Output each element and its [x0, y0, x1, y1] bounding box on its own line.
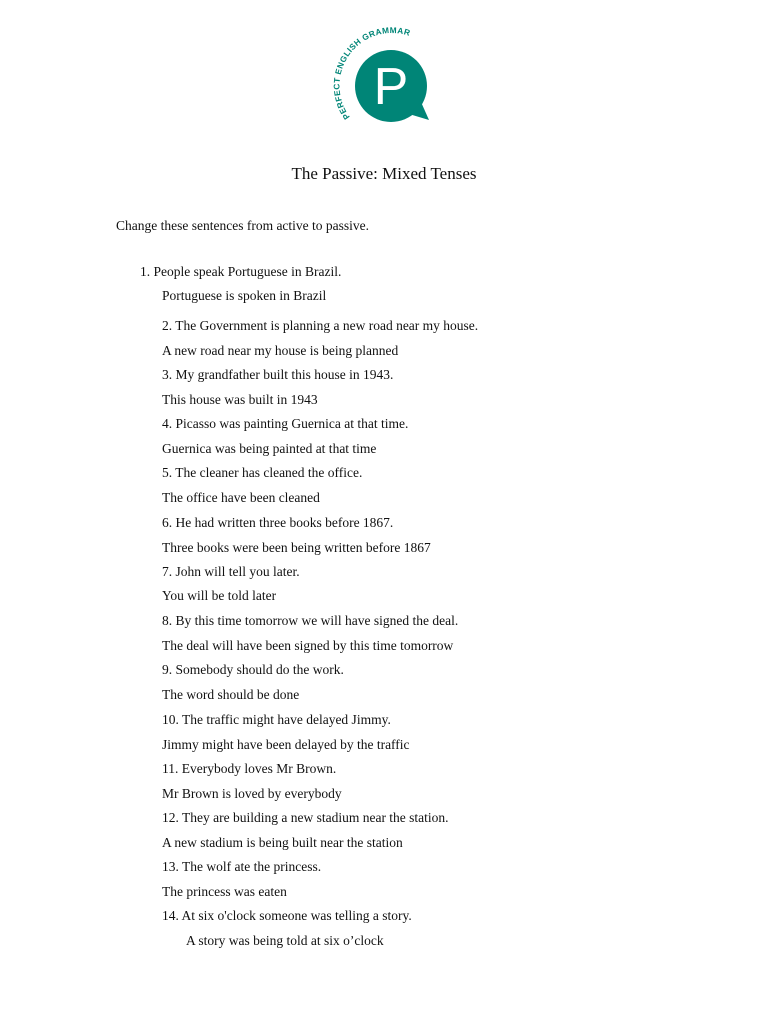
exercise-answer: The princess was eaten [162, 884, 287, 899]
exercise-question: 14. At six o'clock someone was telling a story. [162, 908, 412, 923]
exercise-answer: The word should be done [162, 687, 300, 702]
exercise-question: 9. Somebody should do the work. [162, 662, 344, 677]
exercise-question: 11. Everybody loves Mr Brown. [162, 761, 337, 776]
exercise-answer: A new road near my house is being planned [162, 343, 399, 358]
exercise-answer: A story was being told at six o’clock [186, 933, 384, 948]
exercise-question: 13. The wolf ate the princess. [162, 859, 322, 874]
exercise-answer: The office have been cleaned [162, 490, 320, 505]
logo-graphic [326, 26, 438, 130]
exercise-answer: Mr Brown is loved by everybody [162, 786, 342, 801]
exercise-question: 12. They are building a new stadium near the station. [162, 810, 449, 825]
exercise-answer: You will be told later [162, 588, 277, 603]
exercise-question: 2. The Government is planning a new road near my house. [162, 318, 479, 333]
exercise-question: 3. My grandfather built this house in 1943. [162, 367, 394, 382]
exercise-answer: This house was built in 1943 [162, 392, 318, 407]
perfect-english-grammar-logo [326, 26, 438, 130]
exercise-question: 5. The cleaner has cleaned the office. [162, 465, 363, 480]
exercise-answer: A new stadium is being built near the station [162, 835, 403, 850]
exercise-question: 7. John will tell you later. [162, 564, 300, 579]
logo-arc-text: PERFECT ENGLISH GRAMMAR [331, 26, 412, 122]
exercise-answer: Guernica was being painted at that time [162, 441, 377, 456]
exercise-question: 6. He had written three books before 1867. [162, 515, 394, 530]
exercise-answer: Jimmy might have been delayed by the traffic [162, 737, 410, 752]
exercise-question: 1. People speak Portuguese in Brazil. [140, 264, 342, 279]
page-title: The Passive: Mixed Tenses [291, 164, 477, 183]
exercise-answer: The deal will have been signed by this time tomorrow [162, 638, 454, 653]
logo-letter: P [373, 58, 409, 116]
exercise-answer: Portuguese is spoken in Brazil [162, 288, 327, 303]
exercise-question: 4. Picasso was painting Guernica at that time. [162, 416, 409, 431]
exercise-question: 10. The traffic might have delayed Jimmy. [162, 712, 391, 727]
exercise-question: 8. By this time tomorrow we will have signed the deal. [162, 613, 459, 628]
exercise-answer: Three books were been being written before 1867 [162, 540, 431, 555]
instruction-text: Change these sentences from active to passive. [116, 218, 370, 233]
